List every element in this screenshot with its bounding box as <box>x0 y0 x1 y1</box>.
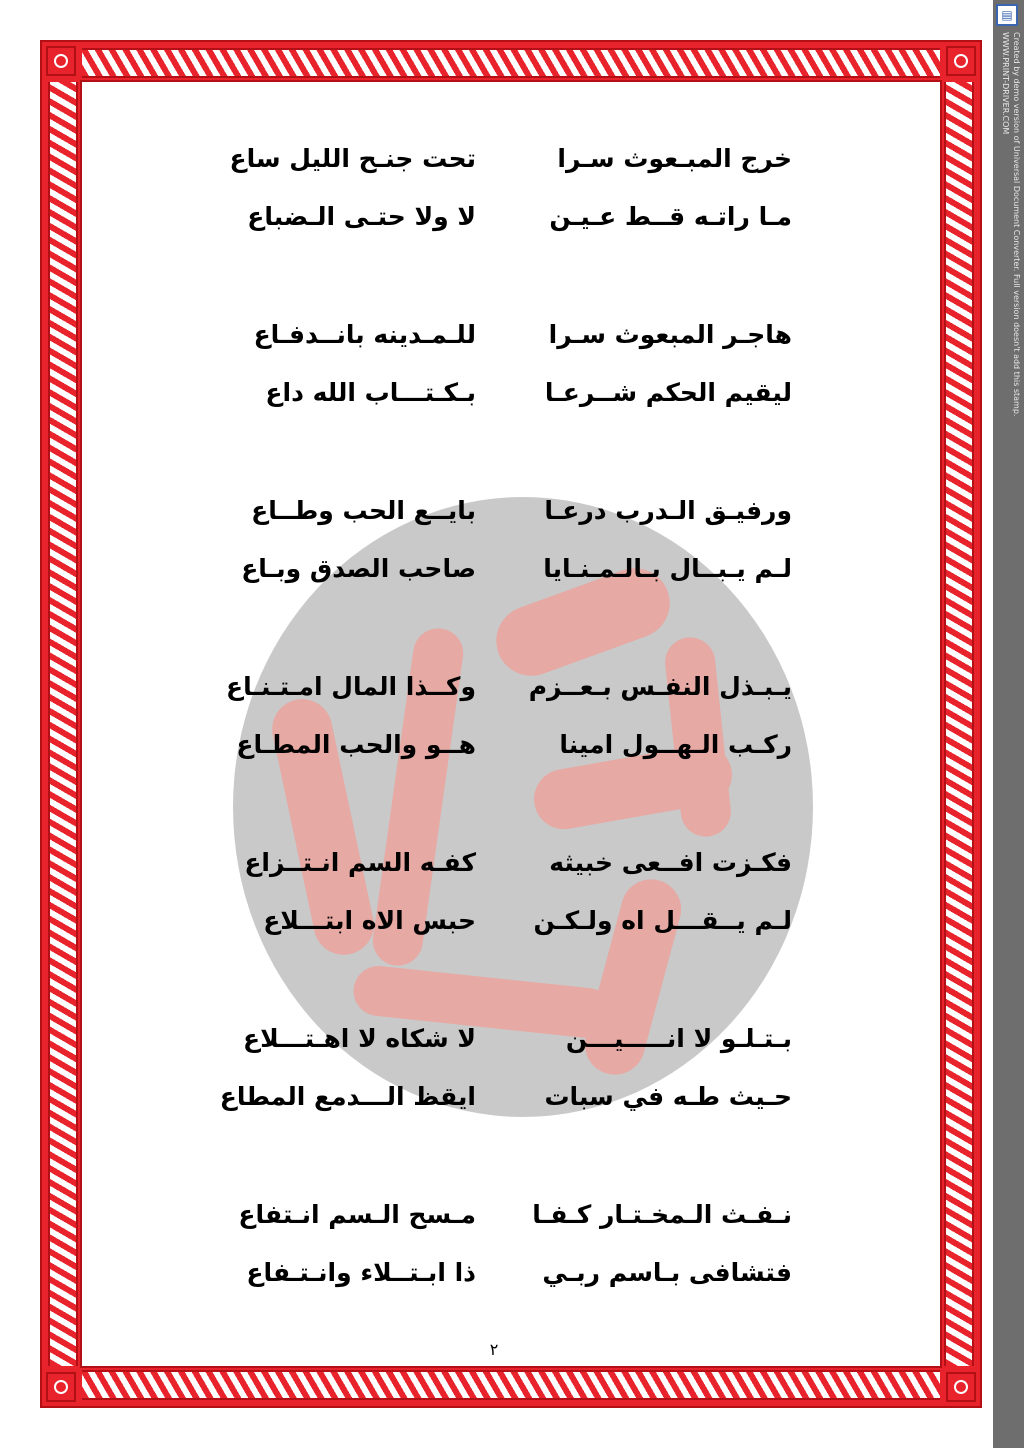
stanza <box>253 306 812 422</box>
stamp-text: Created by demo version of Universal Document Converter. Full version doesn't add this stamp. WWW.PRINT-DRIVER.COM <box>1001 32 1021 417</box>
verse-first-hemistich: نـفـث الـمخـتـار كـفـا <box>532 1200 792 1229</box>
corner-ornament-icon <box>946 1372 976 1402</box>
verse-second-hemistich: كفـه السم انـتــزاع <box>244 848 476 877</box>
verse-line <box>244 834 812 892</box>
verse-line <box>226 658 812 716</box>
verse-second-hemistich: ايقظ الـــدمع المطاع <box>219 1082 476 1111</box>
verse-line <box>219 1068 812 1126</box>
stanza <box>226 658 812 774</box>
verse-line <box>253 306 812 364</box>
corner-ornament-icon <box>946 46 976 76</box>
verse-second-hemistich: مـسح الـسم انـتفاع <box>238 1200 476 1229</box>
verse-line <box>262 892 812 950</box>
border-braid-right <box>944 82 974 1366</box>
verse-first-hemistich: فكـزت افــعى خبيثه <box>549 848 792 877</box>
verse-first-hemistich: بـتـلـو لا انـــــيـــن <box>565 1024 792 1053</box>
verse-line <box>251 482 812 540</box>
verse-second-hemistich: حبس الاه ابتـــلاع <box>263 906 476 935</box>
verse-second-hemistich: هــو والحب المطـاع <box>236 730 476 759</box>
verse-second-hemistich: لا شكاه لا اهـتـــلاع <box>243 1024 476 1053</box>
verse-line <box>243 1010 812 1068</box>
border-braid-bottom <box>82 1370 940 1400</box>
converter-stamp <box>993 0 1024 1448</box>
verse-line <box>246 1244 812 1302</box>
stanza <box>229 130 812 246</box>
border-braid-left <box>48 82 78 1366</box>
stanza <box>238 1186 812 1302</box>
verse-second-hemistich: وكــذا المال امـتـنـاع <box>226 672 476 701</box>
verse-first-hemistich: ليقيم الحكم شــرعـا <box>544 378 792 407</box>
verse-first-hemistich: فتشافى بـاسم ربـي <box>542 1258 792 1287</box>
verse-second-hemistich: لا ولا حتـى الـضباع <box>247 202 476 231</box>
verse-first-hemistich: يـبـذل النفـس بـعــزم <box>528 672 792 701</box>
verse-first-hemistich: مـا راتـه قــط عـيـن <box>549 202 792 231</box>
verse-second-hemistich: بـكـتـــاب الله داع <box>265 378 476 407</box>
verse-line <box>241 540 812 598</box>
verse-line <box>262 364 812 422</box>
stanza <box>241 482 812 598</box>
stanza <box>219 1010 812 1126</box>
page-number: ٢ <box>489 1340 499 1359</box>
verse-first-hemistich: حـيث طـه في سبات <box>544 1082 792 1111</box>
border-braid-top <box>82 48 940 78</box>
poem <box>219 130 812 1362</box>
verse-first-hemistich: هاجـر المبعوث سـرا <box>548 320 792 349</box>
corner-ornament-icon <box>46 46 76 76</box>
document-icon: ▤ <box>996 4 1018 26</box>
verse-line <box>229 130 812 188</box>
verse-first-hemistich: لـم يـبــال بـالـمـنـايا <box>543 554 792 583</box>
verse-second-hemistich: صاحب الصدق وبـاع <box>241 554 476 583</box>
verse-second-hemistich: للـمـدينه بانــدفـاع <box>253 320 476 349</box>
corner-ornament-icon <box>46 1372 76 1402</box>
verse-second-hemistich: بايــع الحب وطــاع <box>251 496 476 525</box>
stanza <box>244 834 812 950</box>
verse-line <box>236 716 812 774</box>
verse-line <box>238 1186 812 1244</box>
verse-second-hemistich: ذا ابـتــلاء وانـتـفاع <box>246 1258 476 1287</box>
verse-first-hemistich: لـم يــقـــل اه ولـكـن <box>533 906 792 935</box>
verse-first-hemistich: ورفيـق الـدرب درعـا <box>544 496 792 525</box>
verse-line <box>247 188 812 246</box>
verse-first-hemistich: خرج المبـعوث سـرا <box>557 144 792 173</box>
verse-second-hemistich: تحت جنـح الليل ساع <box>229 144 476 173</box>
verse-first-hemistich: ركـب الـهــول امينا <box>559 730 792 759</box>
